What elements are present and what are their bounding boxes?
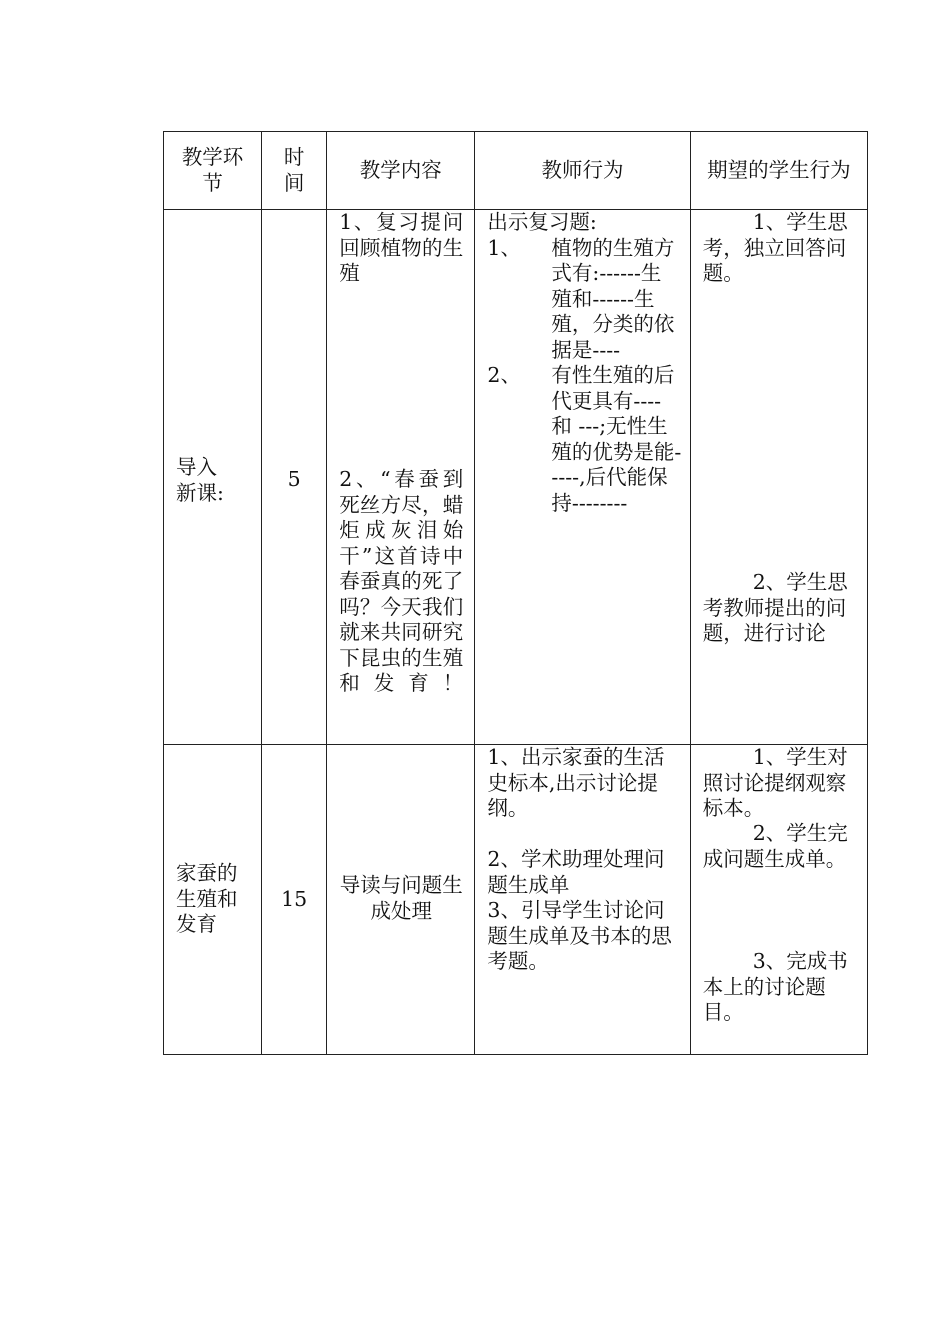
stage-cell <box>164 745 262 1055</box>
time-value: 5 <box>287 467 301 491</box>
content-cell <box>327 745 475 1055</box>
time-cell <box>262 210 327 745</box>
student-cell <box>690 745 867 1055</box>
content-cell <box>327 210 475 745</box>
header-row <box>164 132 868 210</box>
stage-cell <box>164 210 262 745</box>
student-text: 3、完成书本上的讨论题目。 <box>702 949 848 1024</box>
header-cell: 教学环节 <box>164 132 262 210</box>
header-cell: 教学内容 <box>327 132 475 210</box>
student-text: 2、学生完成问题生成单。 <box>702 821 848 871</box>
time-value: 15 <box>281 887 308 911</box>
teacher-text: 1、出示家蚕的生活史标本,出示讨论提纲。 <box>487 745 665 820</box>
content-text: 1、复习提问回顾植物的生殖 <box>339 210 464 285</box>
header-cell: 期望的学生行为 <box>690 132 867 210</box>
list-item: 2、 有性生殖的后代更具有---- 和 ---;无性生殖的优势是能-----,后代能保持-------- <box>487 363 682 515</box>
teacher-cell <box>475 745 690 1055</box>
content-text: 导读与问题生成处理 <box>339 873 463 923</box>
student-text: 1、学生对照讨论提纲观察标本。 <box>702 745 848 820</box>
header-cell: 时间 <box>262 132 327 210</box>
stage-label: 家蚕的生殖和发育 <box>176 861 238 936</box>
list-item: 1、 植物的生殖方式有:------生殖和------生殖，分类的依据是---- <box>487 235 675 362</box>
teacher-text: 2、学术助理处理问题生成单 <box>487 847 665 897</box>
student-text: 1、学生思考，独立回答问题。 <box>702 210 848 285</box>
content-text: 2、“春蚕到死丝方尽，蜡炬成灰泪始干”这首诗中春蚕真的死了吗？今天我们就来共同研究下昆虫的生殖和发育！ <box>339 467 464 695</box>
teacher-cell <box>475 210 690 745</box>
lesson-plan-table <box>163 131 868 1055</box>
time-cell <box>262 745 327 1055</box>
student-text: 2、学生思考教师提出的问题，进行讨论 <box>702 570 848 645</box>
table-row <box>164 745 868 1055</box>
table-row <box>164 210 868 745</box>
teacher-text: 3、引导学生讨论问题生成单及书本的思考题。 <box>487 898 672 973</box>
teacher-intro: 出示复习题: <box>487 210 597 234</box>
student-cell <box>690 210 867 745</box>
stage-label: 导入新课: <box>176 455 224 505</box>
header-cell: 教师行为 <box>475 132 690 210</box>
